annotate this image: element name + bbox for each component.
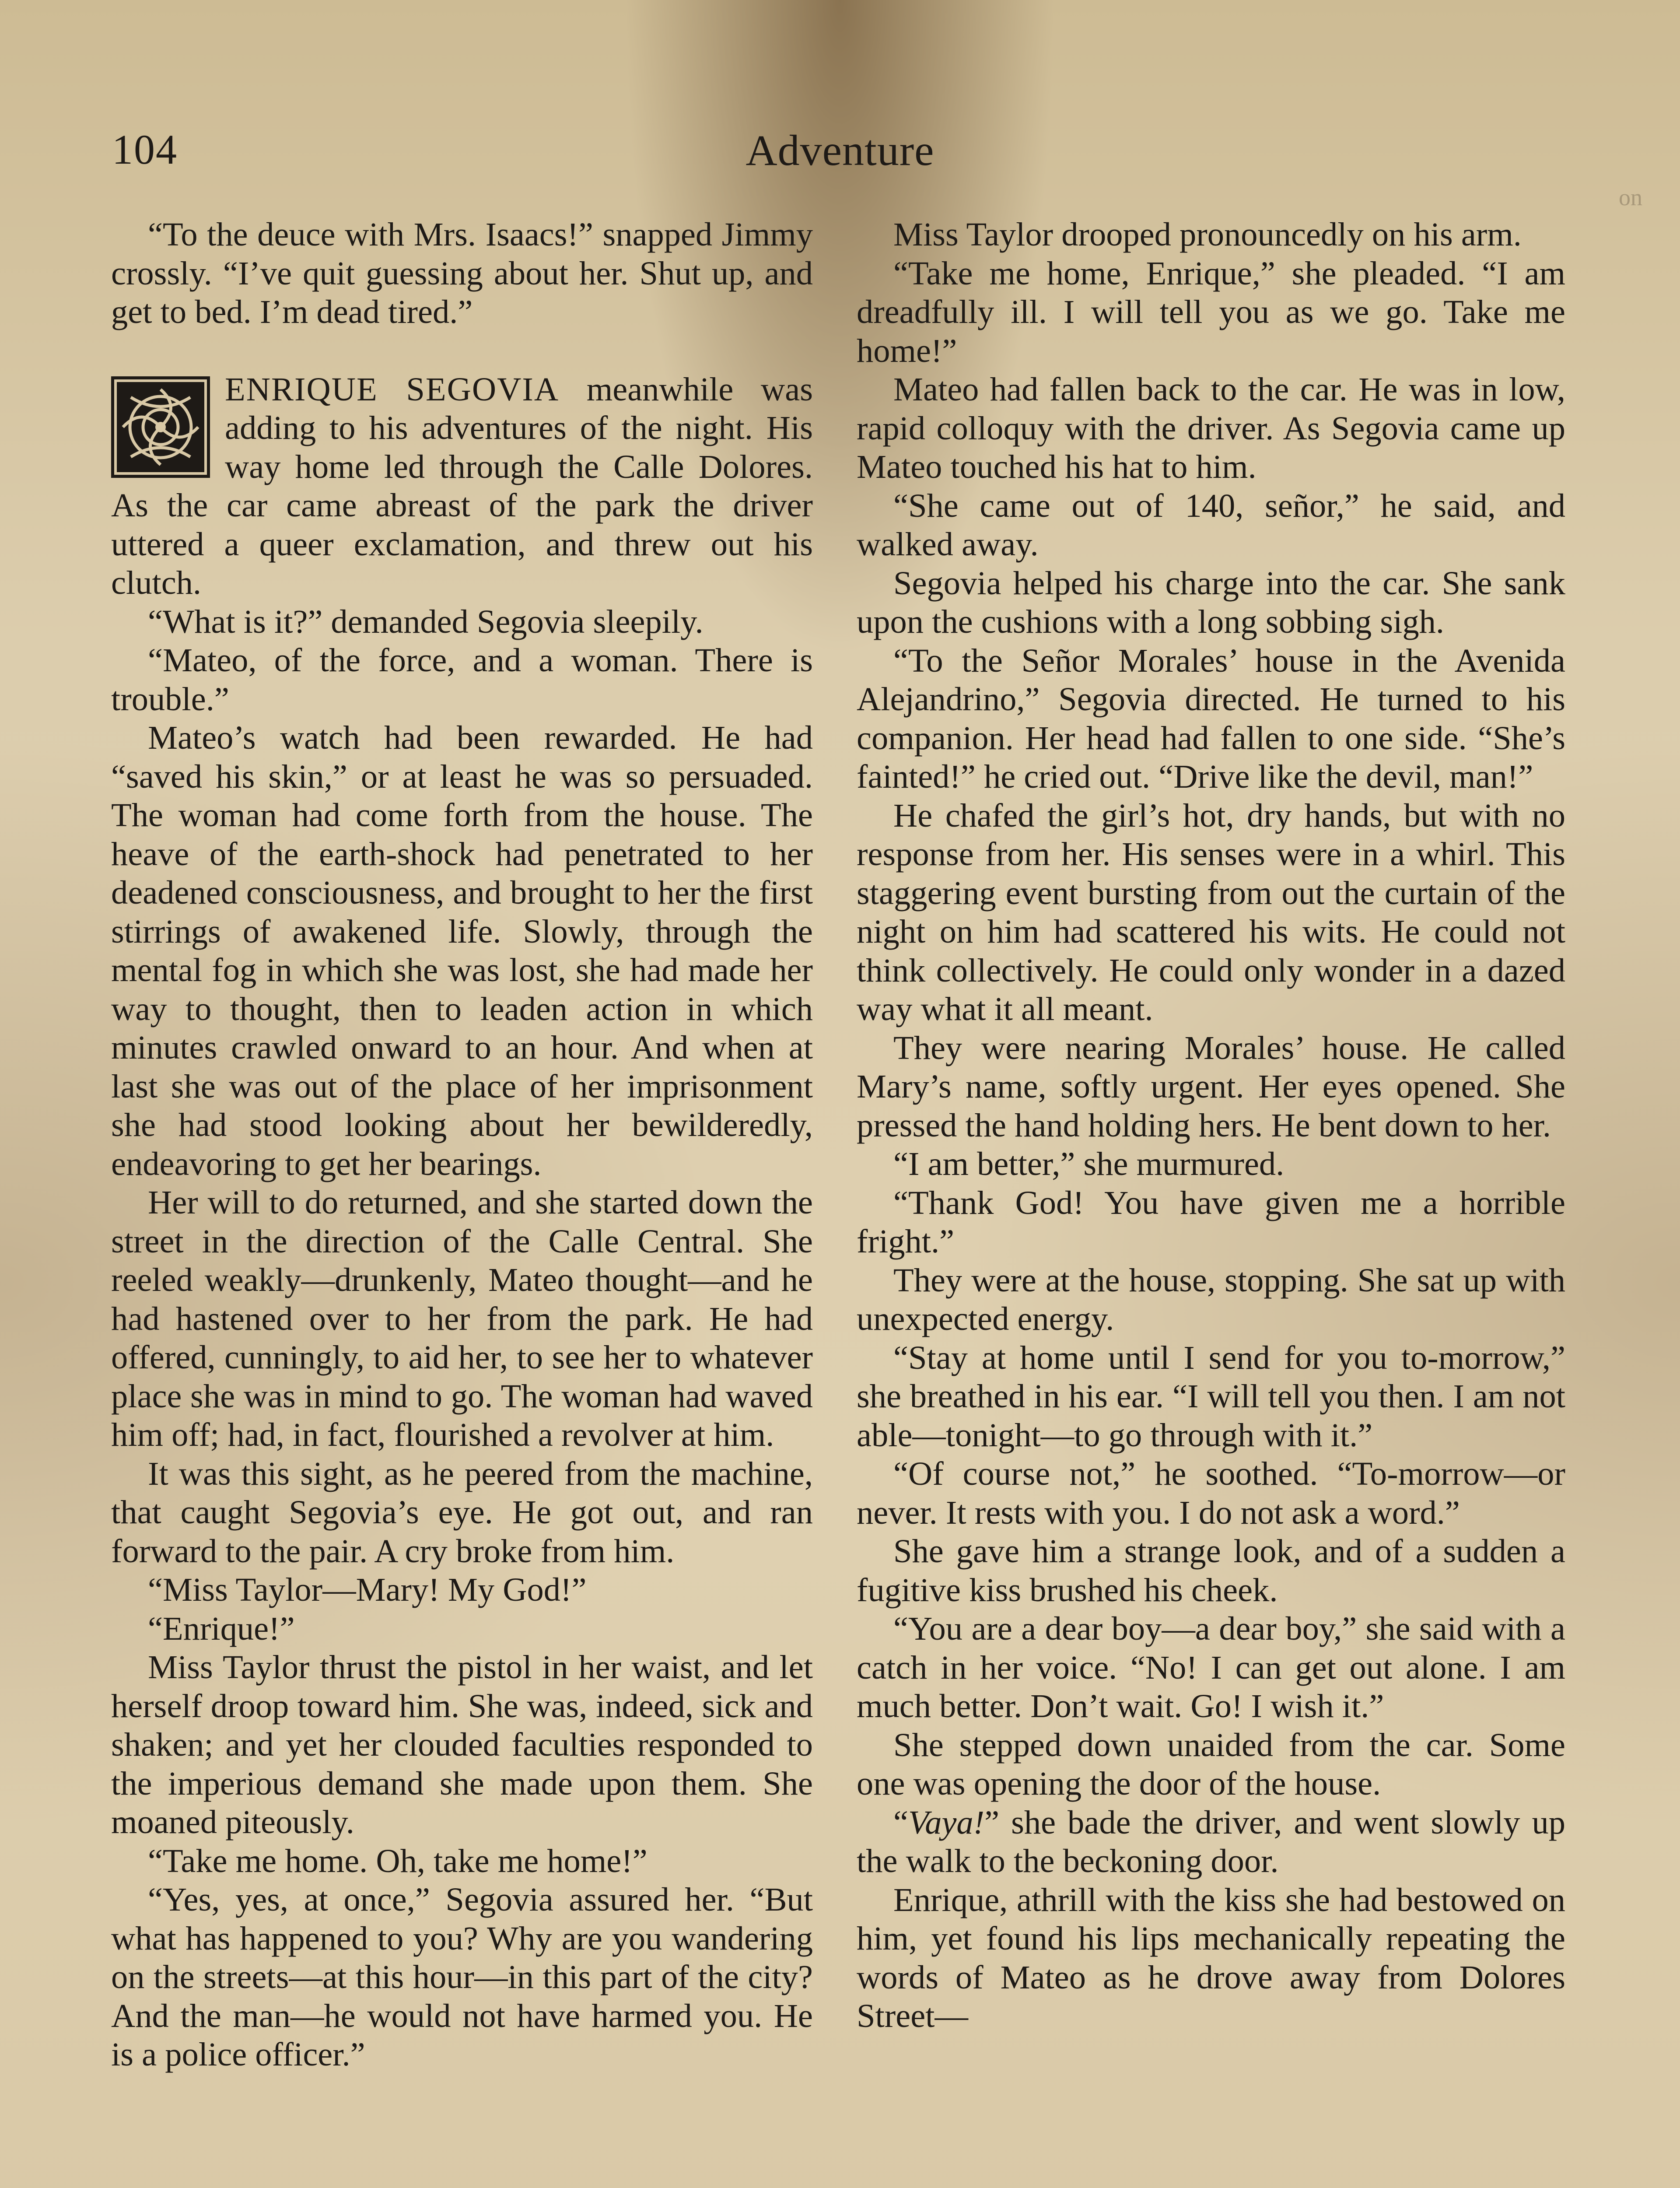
paragraph: She stepped down unaided from the car. Some one was opening the door of the house.: [857, 1726, 1565, 1802]
paragraph: [857, 1803, 1565, 1881]
paragraph: “Take me home, Enrique,” she pleaded. “I am dreadfully ill. I will tell you as we go. Take me home!”: [857, 254, 1565, 369]
paragraph: He chafed the girl’s hot, dry hands, but with no response from her. His senses were in a whirl. This staggering event bursting from out the curtain of the night on him had scattered his wits. He could not think collectively. He could only wonder in a dazed way what it all meant.: [857, 796, 1565, 1027]
paragraph: “Yes, yes, at once,” Segovia assured her. “But what has happened to you? Why are you wandering on the streets—at this hour—in this part of the city? And the man—he would not have harmed you. He is a police officer.”: [111, 1881, 813, 2073]
margin-mark: on: [1619, 184, 1642, 210]
italic-word: Vaya!: [908, 1803, 985, 1841]
paragraph: They were nearing Morales’ house. He called Mary’s name, softly urgent. Her eyes opened. She pressed the hand holding hers. He bent down to her.: [857, 1029, 1565, 1144]
running-head-title: Adventure: [746, 126, 934, 175]
quote-open: “: [893, 1803, 908, 1841]
paragraph: They were at the house, stopping. She sat up with unexpected energy.: [857, 1261, 1565, 1337]
section-opening: [111, 370, 813, 603]
paragraph: “Take me home. Oh, take me home!”: [148, 1842, 648, 1879]
paragraph: “To the Señor Morales’ house in the Avenida Alejandrino,” Segovia directed. He turned to his companion. Her head had fallen to one side. “She’s fainted!” he cried out. “Drive like the devil, man!”: [857, 642, 1565, 795]
paragraph-text: ” she bade the driver, and went slowly up the walk to the beckoning door.: [857, 1803, 1565, 1879]
paragraph: It was this sight, as he peered from the machine, that caught Segovia’s eye. He got out, and ran forward to the pair. A cry broke from him.: [111, 1455, 813, 1570]
paragraph: Her will to do returned, and she started down the street in the direction of the Calle Central. She reeled weakly—drunkenly, Mateo thought—and he had hastened over to her from the park. He had offered, cunningly, to aid her, to see her to whatever place she was in mind to go. The woman had waved him off; had, in fact, flourished a revolver at him.: [111, 1184, 813, 1453]
ornamental-drop-cap-icon: [111, 376, 210, 478]
paragraph: She gave him a strange look, and of a sudden a fugitive kiss brushed his cheek.: [857, 1532, 1565, 1609]
paragraph: “Of course not,” he soothed. “To-morrow—or never. It rests with you. I do not ask a word.”: [857, 1455, 1565, 1531]
paragraph: [111, 370, 813, 603]
paragraph: “To the deuce with Mrs. Isaacs!” snapped Jimmy crossly. “I’ve quit guessing about her. Shut up, and get to bed. I’m dead tired.”: [111, 216, 813, 330]
paragraph: Miss Taylor drooped pronouncedly on his arm.: [893, 216, 1522, 253]
paragraph: “Stay at home until I send for you to-morrow,” she breathed in his ear. “I will tell you then. I am not able—tonight—to go through with it.”: [857, 1339, 1565, 1454]
paragraph: “I am better,” she murmured.: [893, 1145, 1284, 1182]
page-number: 104: [112, 126, 178, 173]
paragraph: Segovia helped his charge into the car. She sank upon the cushions with a long sobbing sigh.: [857, 564, 1565, 640]
paragraph: “What is it?” demanded Segovia sleepily.: [148, 603, 704, 640]
paragraph: Mateo’s watch had been rewarded. He had “saved his skin,” or at least he was so persuaded. The woman had come forth from the house. The heave of the earth-shock had penetrated to her deadened consciousness, and brought to her the first stirrings of awakened life. Slowly, through the mental fog in which she was lost, she had made her way to thought, then to leaden action in which minutes crawled onward to an hour. And when at last she was out of the place of her imprisonment she had stood looking about her bewilderedly, endeavoring to get her bearings.: [111, 719, 813, 1182]
paragraph: “Enrique!”: [148, 1609, 295, 1647]
paragraph: “Thank God! You have given me a horrible fright.”: [857, 1184, 1565, 1260]
paragraph: Mateo had fallen back to the car. He was in low, rapid colloquy with the driver. As Segovia came up Mateo touched his hat to him.: [857, 371, 1565, 485]
paragraph: “She came out of 140, señor,” he said, and walked away.: [857, 487, 1565, 563]
paragraph: “Mateo, of the force, and a woman. There is trouble.”: [111, 642, 813, 718]
right-column: [857, 215, 1565, 2036]
paragraph: Enrique, athrill with the kiss she had bestowed on him, yet found his lips mechanically repeating the words of Mateo as he drove away from Dolores Street—: [857, 1881, 1565, 2034]
left-column: [111, 215, 813, 2074]
paragraph: “Miss Taylor—Mary! My God!”: [148, 1571, 587, 1608]
paragraph: “You are a dear boy—a dear boy,” she said with a catch in her voice. “No! I can get out alone. I am much better. Don’t wait. Go! I wish it.”: [857, 1610, 1565, 1725]
paragraph-text: meanwhile was adding to his adventures of the night. His way home led through the Calle Dolores. As the car came abreast of the park the driver uttered a queer exclamation, and threw out his clutch.: [111, 370, 813, 601]
paragraph: Miss Taylor thrust the pistol in her waist, and let herself droop toward him. She was, indeed, sick and shaken; and yet her clouded faculties responded to the imperious demand she made upon them. She moaned piteously.: [111, 1648, 813, 1841]
drop-cap-lead-words: ENRIQUE SEGOVIA: [225, 370, 560, 408]
